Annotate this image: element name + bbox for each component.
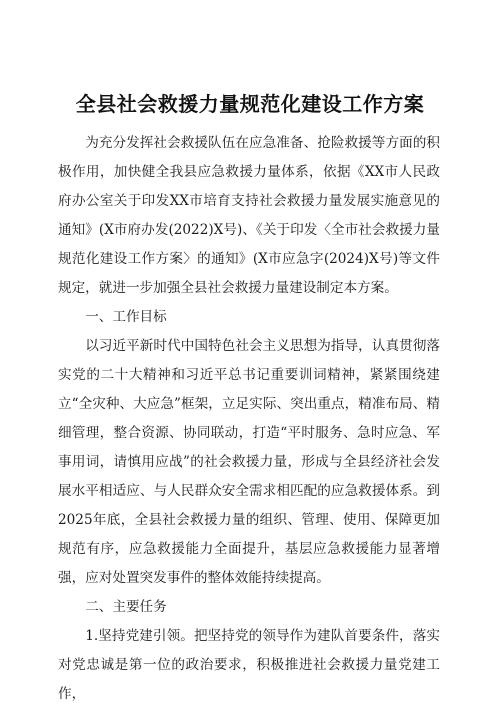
task-item-1: 1.坚持党建引领。把坚持党的领导作为建队首要条件，落实对党忠诚是第一位的政治要求，积极推进社会救援力量党建工作， xyxy=(58,628,440,702)
goals-paragraph: 以习近平新时代中国特色社会主义思想为指导，认真贯彻落实党的二十大精神和习近平总书记重要训词精神，紧紧围绕建立“全灾种、大应急”框架，立足实际、突出重点，精准布局、精细管理，整合资源、协同联动，打造“平时服务、急时应急、军事用词，请慎用应战”的社会救援力量，形成与全县经济社会发展水平相适应、与人民群众安全需求相匹配的应急救援体系。到2025年底，全县社会救援力量的组织、管理、使用、保障更加规范有序，应急救援能力全面提升，基层应急救援能力显著增强，应对处置突发事件的整体效能持续提高。 xyxy=(58,338,440,586)
section-heading-goals: 一、工作目标 xyxy=(85,309,167,325)
intro-paragraph: 为充分发挥社会救援队伍在应急准备、抢险救援等方面的积极作用，加快健全我县应急救援力量体系，依据《XX市人民政府办公室关于印发XX市培育支持社会救援力量发展实施意见的通知》(X市府办发(2022)X号)、《关于印发〈全市社会救援力量规范化建设工作方案〉的通知》(X市应急字(2024)X号)等文件规定，就进一步加强全县社会救援力量建设制定本方案。 xyxy=(58,135,440,296)
document-title: 全县社会救援力量规范化建设工作方案 xyxy=(75,92,425,116)
document-body xyxy=(58,129,440,709)
section-heading-tasks: 二、主要任务 xyxy=(85,599,167,615)
